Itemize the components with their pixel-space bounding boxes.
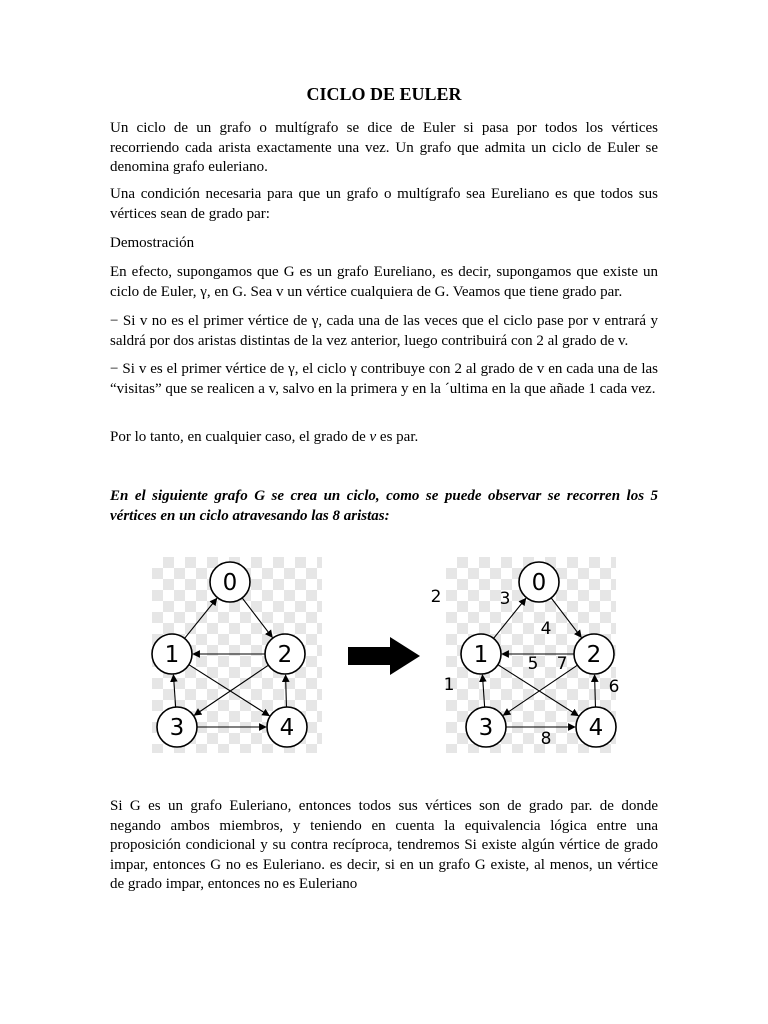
vertex-label: 2 <box>277 642 293 668</box>
euler-graph-figure <box>152 557 620 753</box>
paragraph-definition: Un ciclo de un grafo o multígrafo se dice de Euler si pasa por todos los vértices recorriendo cada arista exactamente una vez. Un grafo que admita un ciclo de Euler se denomina grafo euleriano. <box>110 120 658 175</box>
conclusion-text-pre: Por lo tanto, en cualquier caso, el grado de <box>110 429 370 445</box>
graph-edge <box>173 675 175 707</box>
paragraph-case-not-first: − Si v no es el primer vértice de γ, cada una de las veces que el ciclo pase por v entrará y saldrá por dos aristas distintas de la vez anterior, luego contribuirá con 2 al grado de v. <box>110 313 658 349</box>
edge-label: 7 <box>556 654 568 674</box>
vertex-label: 1 <box>473 642 489 668</box>
right-arrow-icon <box>348 637 420 675</box>
page-title: CICLO DE EULER <box>306 84 462 104</box>
edge-label: 5 <box>527 654 539 674</box>
graph-edge <box>242 598 272 637</box>
vertex-label: 3 <box>478 715 494 741</box>
graph-left <box>152 562 307 747</box>
paragraph-demostracion: Demostración <box>110 235 195 251</box>
vertex-label: 1 <box>164 642 180 668</box>
vertex-label: 4 <box>588 715 604 741</box>
paragraph-contrapositive: Si G es un grafo Euleriano, entonces todos sus vértices son de grado par. de donde negando ambos miembros, y teniendo en cuenta la equivalencia lógica entre una proposición condicional y su contra recíproca, tendremos Si existe algún vértice de grado impar, entonces G no es Euleriano. es decir, si en un grafo G existe, al menos, un vértice de grado impar, entonces no es Euleriano <box>110 798 658 892</box>
vertex-label: 4 <box>279 715 295 741</box>
vertex-label: 3 <box>169 715 185 741</box>
edge-label: 8 <box>540 729 552 749</box>
conclusion-variable: v <box>369 429 377 445</box>
edge-label: 6 <box>608 677 620 697</box>
graph-edge <box>551 598 581 637</box>
edge-label: 3 <box>499 589 511 609</box>
edge-label: 1 <box>443 675 455 695</box>
conclusion-text-post: es par. <box>376 429 419 445</box>
graph-edge <box>185 598 217 638</box>
paragraph-proof-intro: En efecto, supongamos que G es un grafo Eureliano, es decir, supongamos que existe un ciclo de Euler, γ, en G. Sea v un vértice cualquiera de G. Veamos que tiene grado par. <box>110 264 658 300</box>
graph-edge <box>595 675 596 707</box>
vertex-label: 2 <box>586 642 602 668</box>
vertex-label: 0 <box>531 570 547 596</box>
graph-drawing <box>152 557 620 753</box>
paragraph-condition: Una condición necesaria para que un grafo o multígrafo sea Eureliano es que todos sus vértices sean de grado par: <box>110 186 658 222</box>
graph-right <box>431 562 620 749</box>
edge-label: 2 <box>430 587 442 607</box>
graph-edge <box>286 675 287 707</box>
graph-edge <box>482 675 484 707</box>
vertex-label: 0 <box>222 570 238 596</box>
edge-label: 4 <box>540 619 552 639</box>
paragraph-conclusion <box>110 428 658 448</box>
paragraph-graph-intro: En el siguiente grafo G se crea un ciclo, como se puede observar se recorren los 5 vértices en un ciclo atravesando las 8 aristas: <box>110 488 658 524</box>
paragraph-case-first: − Si v es el primer vértice de γ, el ciclo γ contribuye con 2 al grado de v en cada una de las “visitas” que se realicen a v, salvo en la primera y en la ´ultima en la que añade 1 cada vez. <box>110 361 658 397</box>
